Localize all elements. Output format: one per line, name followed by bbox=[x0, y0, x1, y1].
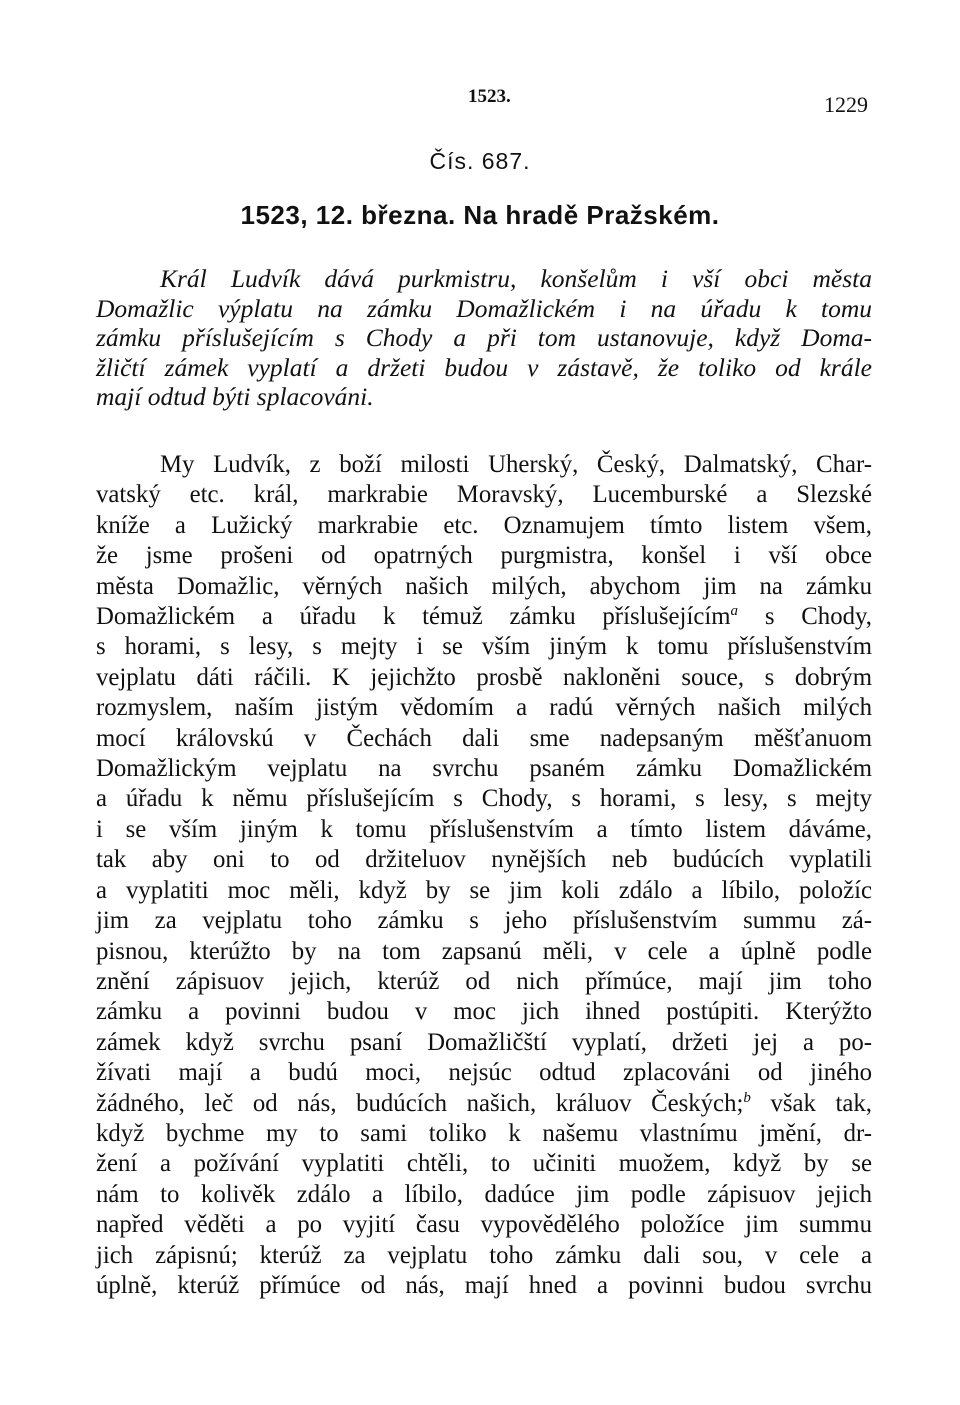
text-line: úplně, kterúž přímúce od nás, mají hned a povinni budou svrchu bbox=[96, 1271, 872, 1299]
text-line: žení a požívání vyplatiti chtěli, to učiniti muožem, když by se bbox=[96, 1150, 872, 1178]
footnote-marker-a: a bbox=[730, 603, 739, 620]
summary-line: Domažlic výplatu na zámku Domažlickém i na úřadu k tomu bbox=[96, 293, 872, 323]
text-line-with-note-b bbox=[96, 1089, 872, 1119]
text-line-with-note-a bbox=[96, 602, 872, 632]
running-head-year: 1523. bbox=[468, 86, 511, 107]
summary-line: Král Ludvík dává purkmistru, konšelům i vší obci města bbox=[160, 264, 872, 293]
page-number: 1229 bbox=[824, 92, 868, 117]
text-line: tak aby oni to od držiteluov nynějších neb budúcích vyplatili bbox=[96, 846, 872, 874]
text-line: a úřadu k němu příslušejícím s Chody, s horami, s lesy, s mejty bbox=[96, 785, 872, 813]
summary-line: mají odtud býti splacováni. bbox=[96, 382, 374, 412]
text-line: s horami, s lesy, s mejty i se vším jiným k tomu příslušenstvím bbox=[96, 633, 872, 661]
text-line: kníže a Lužický markrabie etc. Oznamujem tímto listem všem, bbox=[96, 511, 872, 539]
text-line: když bychme my to sami toliko k našemu vlastnímu jmění, dr- bbox=[96, 1119, 872, 1147]
text-line: pisnou, kterúžto by na tom zapsanú měli, v cele a úplně podle bbox=[96, 937, 872, 965]
text-line: napřed věděti a po vyjití času vypovědělého položíce jim summu bbox=[96, 1211, 872, 1239]
text-line: vatský etc. král, markrabie Moravský, Lucemburské a Slezské bbox=[96, 481, 872, 509]
text-line: zámek když svrchu psaní Domažličští vyplatí, držeti jej a po- bbox=[96, 1028, 872, 1056]
page-header bbox=[0, 86, 960, 116]
text-line: vejplatu dáti ráčili. K jejichžto prosbě nakloněni souce, s dobrým bbox=[96, 663, 872, 691]
regest-summary bbox=[96, 264, 872, 412]
text-segment: s Chody, bbox=[738, 603, 872, 631]
text-line: jich zápisnú; kterúž za vejplatu toho zámku dali sou, v cele a bbox=[96, 1241, 872, 1269]
text-line: jim za vejplatu toho zámku s jeho příslušenstvím summu zá- bbox=[96, 907, 872, 935]
text-line: rozmyslem, naším jistým vědomím a radú věrných našich milých bbox=[96, 694, 872, 722]
text-line: znění zápisuov jejich, kterúž od nich přímúce, mají jim toho bbox=[96, 967, 872, 995]
text-line: a vyplatiti moc měli, když by se jim koli zdálo a líbilo, položíc bbox=[96, 876, 872, 904]
text-line: Domažlickým vejplatu na svrchu psaném zámku Domažlickém bbox=[96, 755, 872, 783]
text-line: My Ludvík, z boží milosti Uherský, Český, Dalmatský, Char- bbox=[160, 451, 872, 478]
text-line: že jsme prošeni od opatrných purgmistra, konšel i vší obce bbox=[96, 542, 872, 570]
text-line: i se vším jiným k tomu příslušenstvím a tímto listem dáváme, bbox=[96, 815, 872, 843]
document-date-place: 1523, 12. března. Na hradě Pražském. bbox=[240, 200, 720, 230]
summary-line: zámku příslušejícím s Chody a při tom ustanovuje, když Doma- bbox=[96, 323, 872, 353]
footnote-marker-b: b bbox=[743, 1089, 751, 1106]
charter-text bbox=[96, 450, 872, 1301]
text-line: města Domažlic, věrných našich milých, abychom jim na zámku bbox=[96, 572, 872, 600]
text-segment: žádného, leč od nás, budúcích našich, králuov Českých; bbox=[96, 1089, 744, 1117]
summary-line: žličtí zámek vyplatí a držeti budou v zástavě, že toliko od krále bbox=[96, 352, 872, 382]
text-line: zámku a povinni budou v moc jich ihned postúpiti. Kterýžto bbox=[96, 998, 872, 1026]
document-number: Čís. 687. bbox=[429, 148, 531, 174]
text-segment: Domažlickém a úřadu k témuž zámku příslušejícím bbox=[96, 603, 731, 631]
text-line: mocí královskú v Čechách dali sme nadepsaným měšťanuom bbox=[96, 724, 872, 752]
text-line: žívati mají a budú moci, nejsúc odtud zplacováni od jiného bbox=[96, 1059, 872, 1087]
text-line: nám to kolivěk zdálo a líbilo, dadúce jim podle zápisuov jejich bbox=[96, 1180, 872, 1208]
text-segment: však tak, bbox=[750, 1089, 872, 1117]
